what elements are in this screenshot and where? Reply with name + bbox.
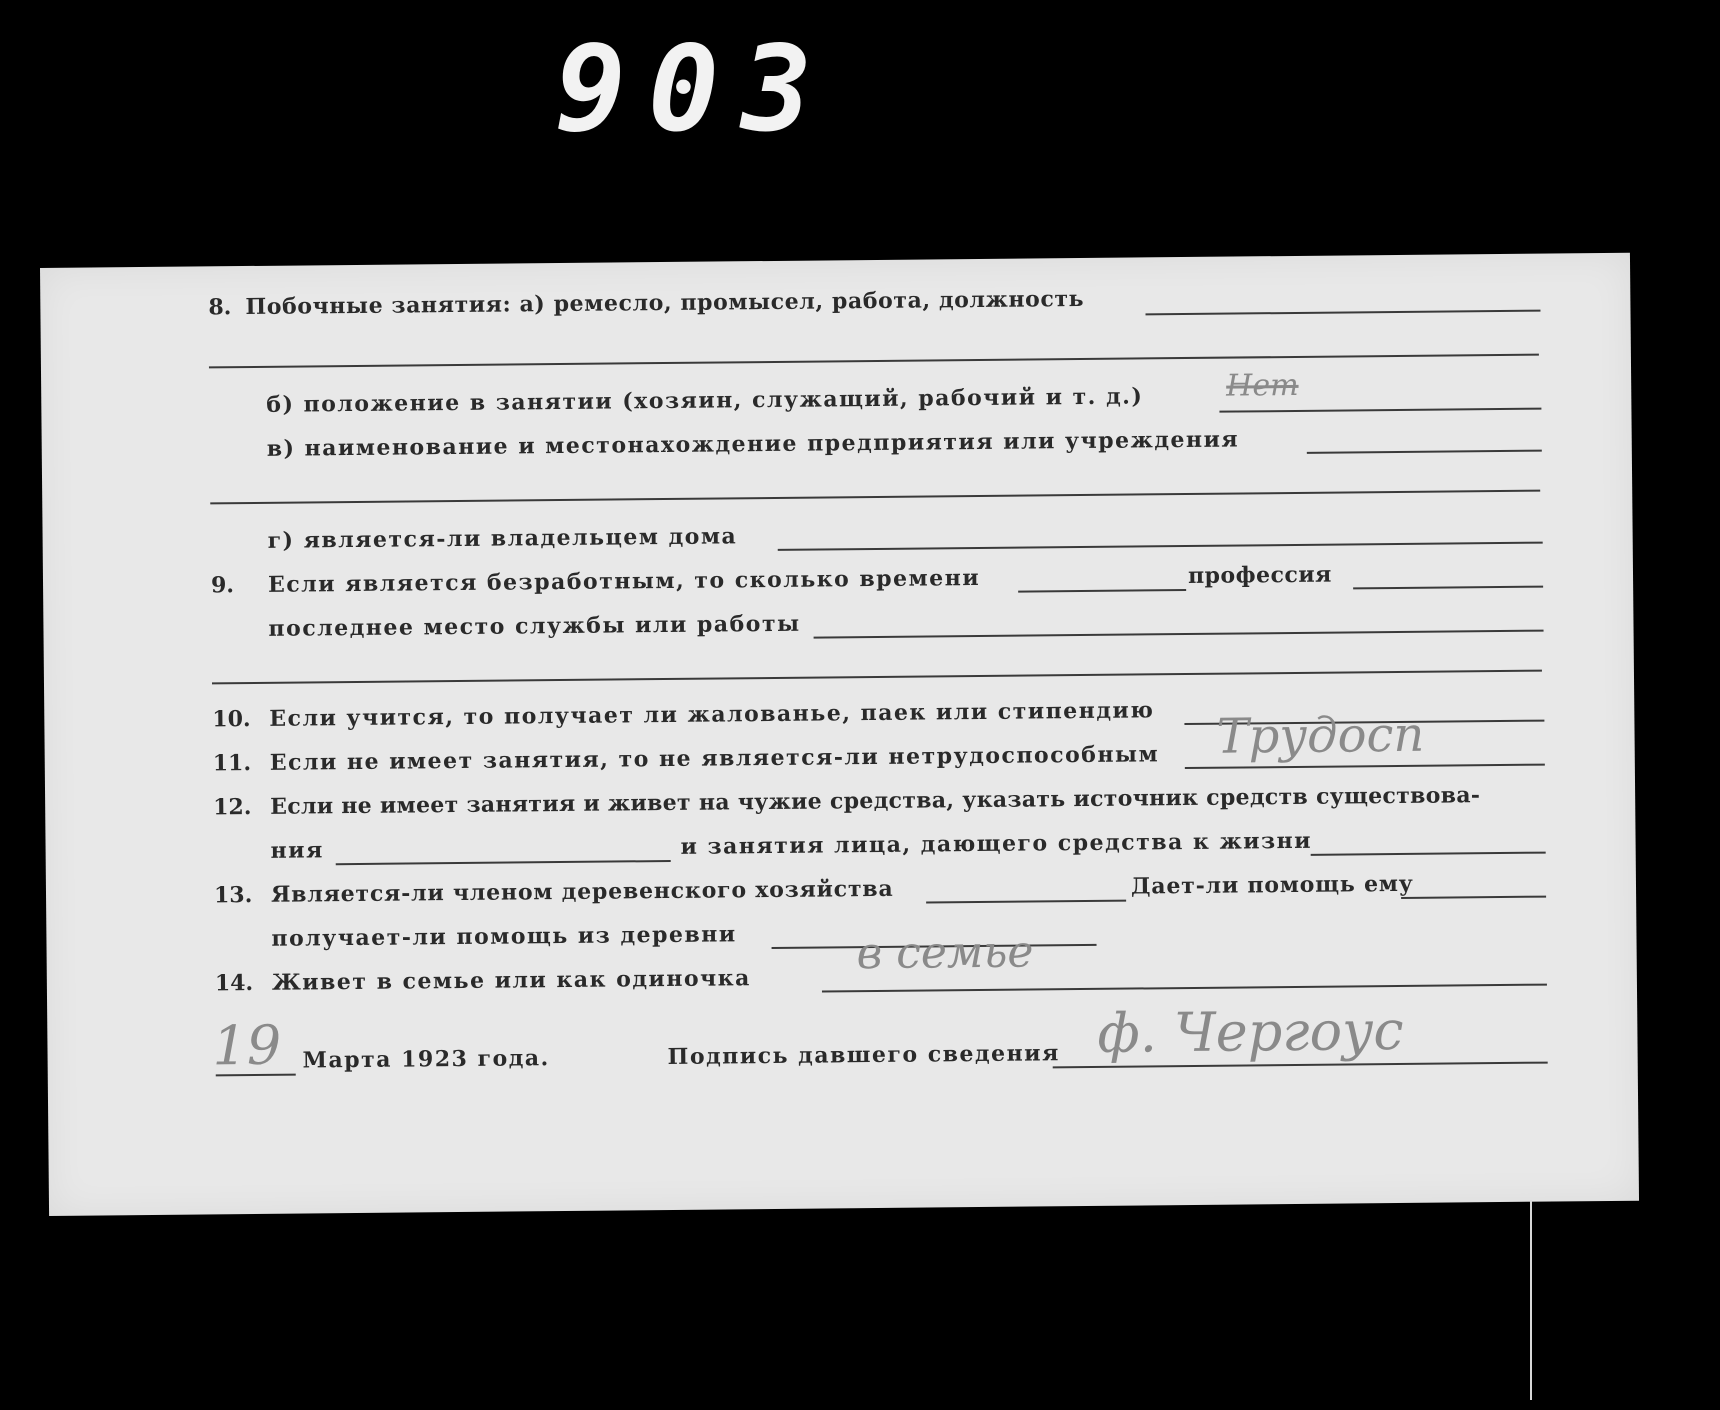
- item-11-handwriting: Трудосп: [1216, 706, 1425, 765]
- item-8v-answer-line: [1307, 450, 1542, 454]
- item-10-number: 10.: [212, 705, 251, 733]
- item-9-profession-line: [1353, 586, 1543, 590]
- item-8v-label: в) наименование и местонахождение предприятия или учреждения: [266, 426, 1240, 462]
- item-14-answer-line: [822, 984, 1547, 993]
- date-day-line: [216, 1074, 296, 1077]
- item-9-label: Если является безработным, то сколько времени: [267, 564, 981, 598]
- film-scratch: [1530, 1200, 1532, 1400]
- item-11-number: 11.: [212, 749, 252, 777]
- item-13-receives-label: получает-ли помощь из деревни: [271, 921, 737, 952]
- item-9-number: 9.: [210, 572, 235, 599]
- frame-number: 903: [555, 20, 835, 158]
- item-8v-continuation-line: [210, 490, 1540, 505]
- item-13-number: 13.: [213, 881, 253, 909]
- item-13-help-line: [1401, 896, 1546, 899]
- item-8-continuation-line: [209, 354, 1539, 369]
- item-11-label: Если не имеет занятия, то не является-ли нетрудоспособным: [269, 741, 1160, 776]
- signature-handwriting: ф. Чергоус: [1097, 998, 1404, 1065]
- signature-label: Подпись давшего сведения: [667, 1040, 1060, 1071]
- item-14-handwriting: в семье: [856, 926, 1034, 980]
- date-text: Марта 1923 года.: [302, 1045, 550, 1074]
- item-8-number: 8.: [208, 294, 232, 321]
- questionnaire-card: [40, 253, 1639, 1216]
- item-14-number: 14.: [214, 969, 254, 997]
- item-10-label: Если учится, то получает ли жалованье, паек или стипендию: [269, 697, 1155, 732]
- item-12-cont-b: и занятия лица, дающего средства к жизни: [680, 827, 1313, 860]
- item-12-cont-a: ния: [270, 837, 324, 864]
- item-12-source-line: [336, 860, 671, 865]
- item-8-answer-line: [1145, 310, 1540, 316]
- item-12-answer-line: [1311, 852, 1546, 856]
- item-9-last-place-line: [814, 630, 1544, 639]
- item-9-profession-label: профессия: [1187, 561, 1332, 589]
- item-9-continuation-line: [212, 670, 1542, 685]
- item-9-duration-line: [1018, 589, 1186, 593]
- item-13-label: Является-ли членом деревенского хозяйства: [270, 875, 894, 908]
- item-13-member-line: [926, 900, 1126, 904]
- item-8g-label: г) является-ли владельцем дома: [267, 523, 738, 554]
- item-13-help-label: Дает-ли помощь ему: [1130, 870, 1414, 900]
- item-14-label: Живет в семье или как одиночка: [271, 965, 751, 996]
- item-8-label: Побочные занятия: а) ремесло, промысел, работа, должность: [245, 285, 1085, 321]
- item-8b-label: б) положение в занятии (хозяин, служащий, рабочий и т. д.): [266, 383, 1144, 418]
- item-8b-answer-line: [1219, 408, 1541, 413]
- date-day-handwriting: 19: [212, 1013, 282, 1078]
- item-9-last-place-label: последнее место службы или работы: [268, 610, 801, 642]
- item-12-number: 12.: [213, 793, 252, 821]
- item-12-label: Если не имеет занятия и живет на чужие средства, указать источник средств существова-: [270, 782, 1481, 820]
- item-8g-answer-line: [778, 542, 1543, 551]
- item-8b-handwriting: Нет: [1226, 367, 1299, 404]
